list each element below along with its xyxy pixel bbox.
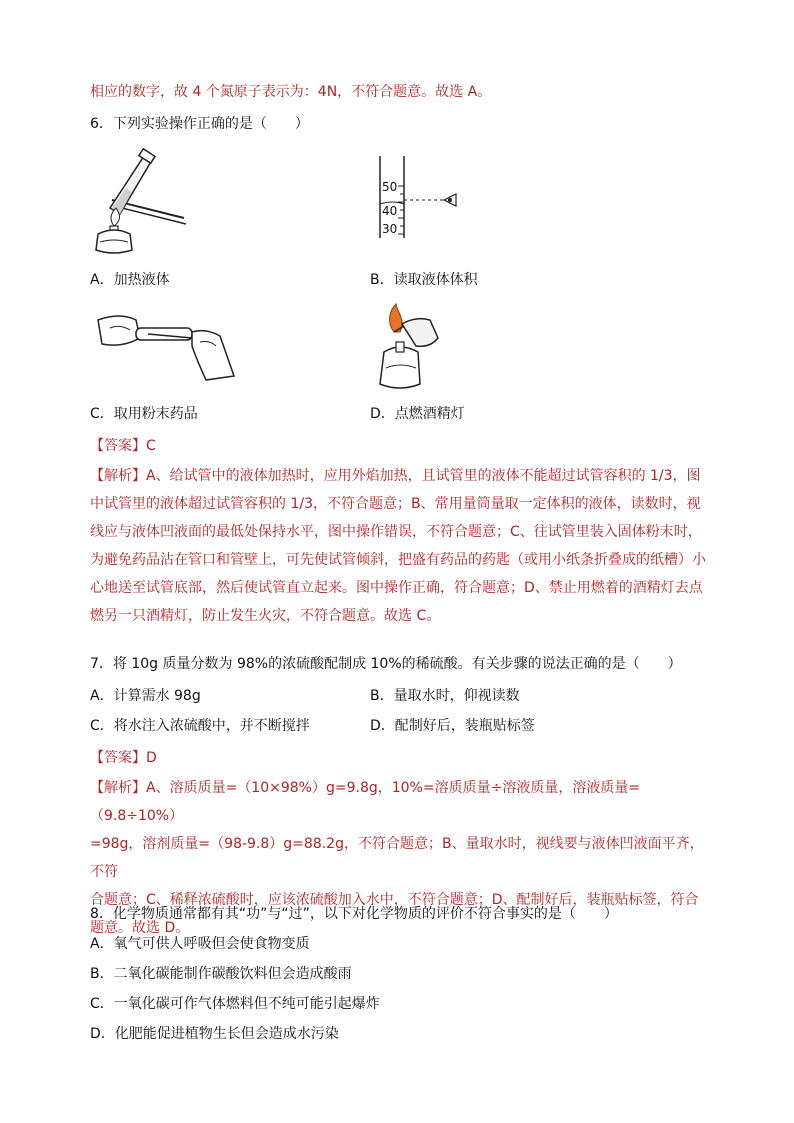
q7-analysis-label: 【解析】 (90, 780, 146, 796)
tick-label-30: 30 (382, 222, 398, 236)
q6-analysis-label: 【解析】 (90, 468, 146, 484)
figure-d-alcohol-lamp (372, 302, 452, 394)
q7-answer (90, 748, 157, 768)
q6-analysis-text: A、给试管中的液体加热时，应用外焰加热，且试管里的液体不能超过试管容积的 1/3，图 (146, 468, 701, 484)
q8-option-d: D．化肥能促进植物生长但会造成水污染 (90, 1026, 339, 1042)
q7-analysis-line (90, 774, 710, 830)
q7-answer-value: D (146, 750, 157, 766)
q7-answer-label: 【答案】 (90, 750, 146, 766)
figure-a-heating-liquid (92, 148, 192, 256)
q6-option-a: A．加热液体 (90, 272, 170, 288)
q6-analysis-line: 燃另一只酒精灯，防止发生火灾，不符合题意。故选 C。 (90, 608, 441, 624)
q6-analysis-line: 心地送至试管底部，然后使试管直立起来。图中操作正确，符合题意；D、禁止用燃着的酒精灯去点 (90, 580, 703, 596)
q6-option-b: B．读取液体体积 (370, 272, 478, 288)
tick-label-40: 40 (382, 204, 398, 218)
q7-analysis-line: 题意。故选 D。 (90, 920, 190, 936)
q8-option-a: A．氧气可供人呼吸但会使食物变质 (90, 936, 310, 952)
q6-answer-label: 【答案】 (90, 438, 146, 454)
q6-option-d: D．点燃酒精灯 (370, 406, 465, 422)
q7-option-d: D．配制好后，装瓶贴标签 (370, 718, 535, 734)
q6-option-c: C．取用粉末药品 (90, 406, 198, 422)
q6-analysis-line: 为避免药品沾在管口和管壁上，可先使试管倾斜，把盛有药品的药匙（或用小纸条折叠成的纸槽）小 (90, 552, 706, 568)
q7-analysis-line: 合题意；C、稀释浓硫酸时，应该浓硫酸加入水中，不符合题意；D、配制好后，装瓶贴标签，符合 (90, 892, 699, 908)
q7-option-c: C．将水注入浓硫酸中，并不断搅拌 (90, 718, 310, 734)
q6-analysis-line: 中试管里的液体超过试管容积的 1/3，不符合题意；B、常用量筒量取一定体积的液体，读数时，视 (90, 496, 701, 512)
q8-option-c: C．一氧化碳可作气体燃料但不纯可能引起爆炸 (90, 996, 380, 1012)
q8-option-b: B．二氧化碳能制作碳酸饮料但会造成酸雨 (90, 966, 352, 982)
q6-analysis-line: 线应与液体凹液面的最低处保持水平，图中操作错误，不符合题意；C、往试管里装入固体粉末时， (90, 524, 702, 540)
q7-option-b: B．量取水时，仰视读数 (370, 688, 520, 704)
q8-stem: 8．化学物质通常都有其“功”与“过”，以下对化学物质的评价不符合事实的是（ ） (90, 906, 618, 922)
q7-analysis-text: A、溶质质量=（10×98%）g=9.8g，10%=溶质质量÷溶液质量，溶液质量=（9.8÷10%） (90, 780, 641, 824)
q6-stem: 6．下列实验操作正确的是（ ） (90, 116, 309, 132)
q6-analysis (90, 462, 710, 630)
tick-label-50: 50 (382, 180, 398, 194)
q6-analysis-line (90, 462, 710, 490)
q7-stem: 7．将 10g 质量分数为 98%的浓硫酸配制成 10%的稀硫酸。有关步骤的说法正确的是（ ） (90, 656, 682, 672)
q6-answer (90, 436, 156, 456)
q7-option-a: A．计算需水 98g (90, 688, 201, 704)
previous-analysis-tail: 相应的数字，故 4 个氮原子表示为：4N，不符合题意。故选 A。 (90, 84, 492, 100)
q7-analysis-line: =98g，溶剂质量=（98-9.8）g=88.2g，不符合题意；B、量取水时，视线要与液体凹液面平齐，不符 (90, 836, 704, 880)
figure-c-powder (96, 306, 238, 384)
q6-answer-value: C (146, 438, 156, 454)
